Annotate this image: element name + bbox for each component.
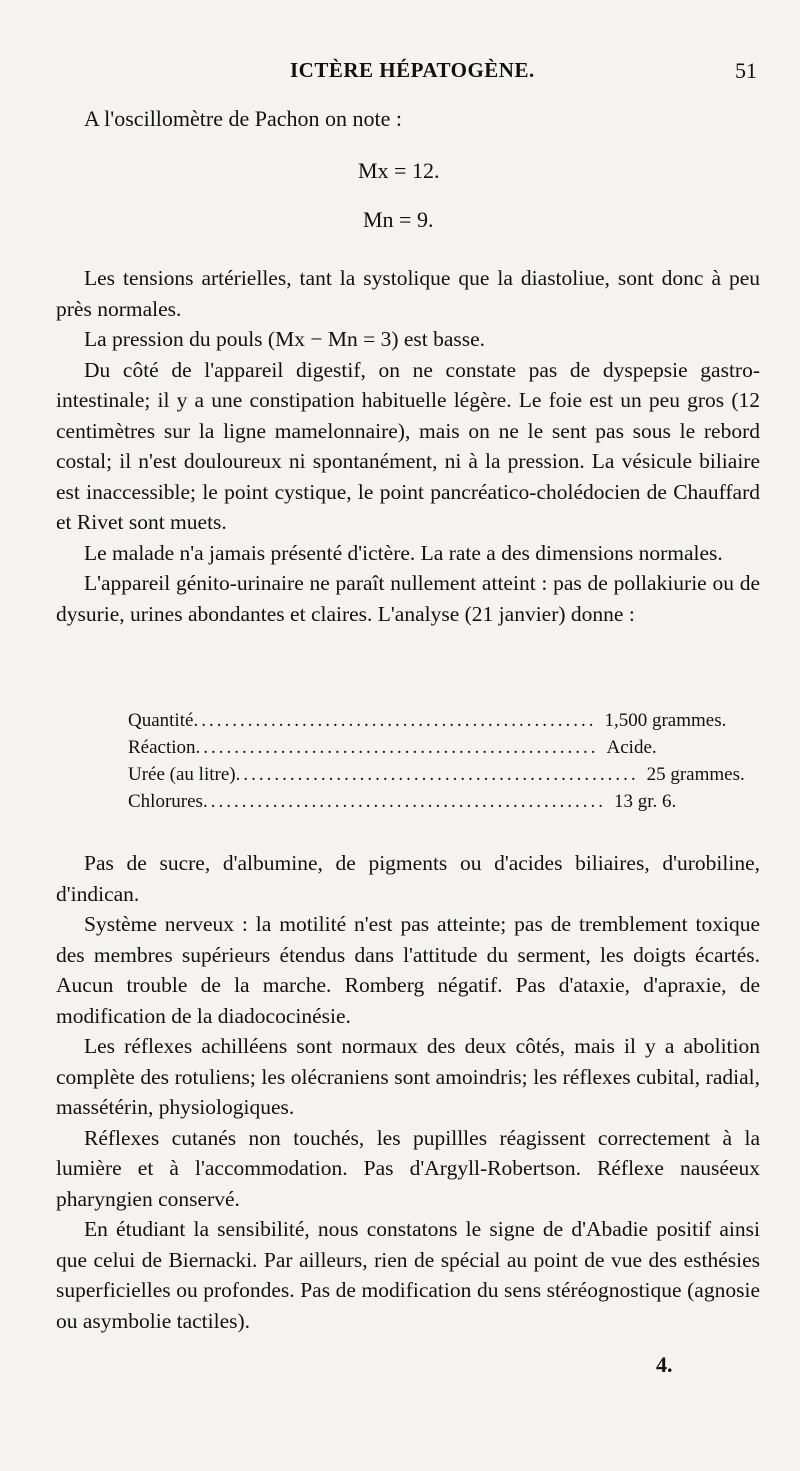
running-title: ICTÈRE HÉPATOGÈNE. bbox=[290, 58, 535, 82]
analysis-label: Urée (au litre) bbox=[128, 764, 236, 785]
analysis-label: Quantité bbox=[128, 710, 194, 731]
paragraph: Les tensions artérielles, tant la systolique que la diastoliue, sont donc à peu près normales. bbox=[56, 266, 760, 321]
page-number: 51 bbox=[735, 58, 757, 83]
paragraph: Le malade n'a jamais présenté d'ictère. La rate a des dimensions normales. bbox=[84, 540, 723, 565]
paragraphs-after-analysis bbox=[56, 848, 760, 1336]
paragraph: En étudiant la sensibilité, nous constatons le signe de d'Abadie positif ainsi que celui de Biernacki. Par ailleurs, rien de spécial au point de vue des esthésies superficielles ou profondes. Pas de modification du sens stéréognostique (agnosie ou asymbolie tactiles). bbox=[56, 1217, 760, 1333]
paragraphs-before-analysis bbox=[56, 263, 760, 629]
intro-line: A l'oscillomètre de Pachon on note : bbox=[84, 106, 403, 131]
paragraph: Du côté de l'appareil digestif, on ne constate pas de dyspepsie gastro-intestinale; il y a une constipation habituelle légère. Le foie est un peu gros (12 centimètres sur la ligne mamelonnaire), mais on ne le sent pas sous le rebord costal; il n'est douloureux ni spontanément, ni à la pression. La vésicule biliaire est inaccessible; le point cystique, le point pancréatico-cholédocien de Chauffard et Rivet sont muets. bbox=[56, 357, 760, 534]
analysis-label: Chlorures bbox=[128, 791, 203, 812]
analysis-value: 25 grammes. bbox=[646, 764, 745, 785]
formula-mx: Mx = 12. bbox=[358, 158, 440, 183]
leader-dots: .................................................... bbox=[202, 791, 606, 812]
paragraph: La pression du pouls (Mx − Mn = 3) est basse. bbox=[84, 327, 486, 351]
paragraph: L'appareil génito-urinaire ne paraît nullement atteint : pas de pollakiurie ou de dysurie, urines abondantes et claires. L'analyse (21 janvier) donne : bbox=[56, 571, 760, 626]
analysis-row bbox=[128, 737, 758, 764]
leader-dots: .................................................... bbox=[195, 737, 599, 758]
analysis-label: Réaction bbox=[128, 737, 196, 758]
paragraph: Système nerveux : la motilité n'est pas atteinte; pas de tremblement toxique des membres supérieurs étendus dans l'attitude du serment, les doigts écartés. Aucun trouble de la marche. Romberg négatif. Pas d'ataxie, d'apraxie, de modification de la diadococinésie. bbox=[56, 912, 760, 1028]
analysis-row bbox=[128, 764, 758, 791]
analysis-row bbox=[128, 791, 758, 818]
leader-dots: .................................................... bbox=[193, 710, 597, 731]
analysis-row bbox=[128, 710, 758, 737]
leader-dots: .................................................... bbox=[235, 764, 639, 785]
analysis-value: 1,500 grammes. bbox=[604, 710, 727, 731]
analysis-value: Acide. bbox=[606, 737, 657, 758]
paragraph: Pas de sucre, d'albumine, de pigments ou d'acides biliaires, d'urobiline, d'indican. bbox=[56, 851, 760, 906]
paragraph: Réflexes cutanés non touchés, les pupillles réagissent correctement à la lumière et à l'accommodation. Pas d'Argyll-Robertson. Réflexe nauséeux pharyngien conservé. bbox=[56, 1125, 760, 1211]
formula-mn: Mn = 9. bbox=[363, 207, 434, 232]
paragraph: Les réflexes achilléens sont normaux des deux côtés, mais il y a abolition complète des rotuliens; les olécraniens sont amoindris; les réflexes cubital, radial, massétérin, physiologiques. bbox=[56, 1034, 760, 1119]
page-header bbox=[0, 58, 800, 88]
analysis-value: 13 gr. 6. bbox=[613, 791, 677, 812]
urine-analysis-table bbox=[128, 710, 758, 818]
signature-mark: 4. bbox=[656, 1352, 673, 1377]
